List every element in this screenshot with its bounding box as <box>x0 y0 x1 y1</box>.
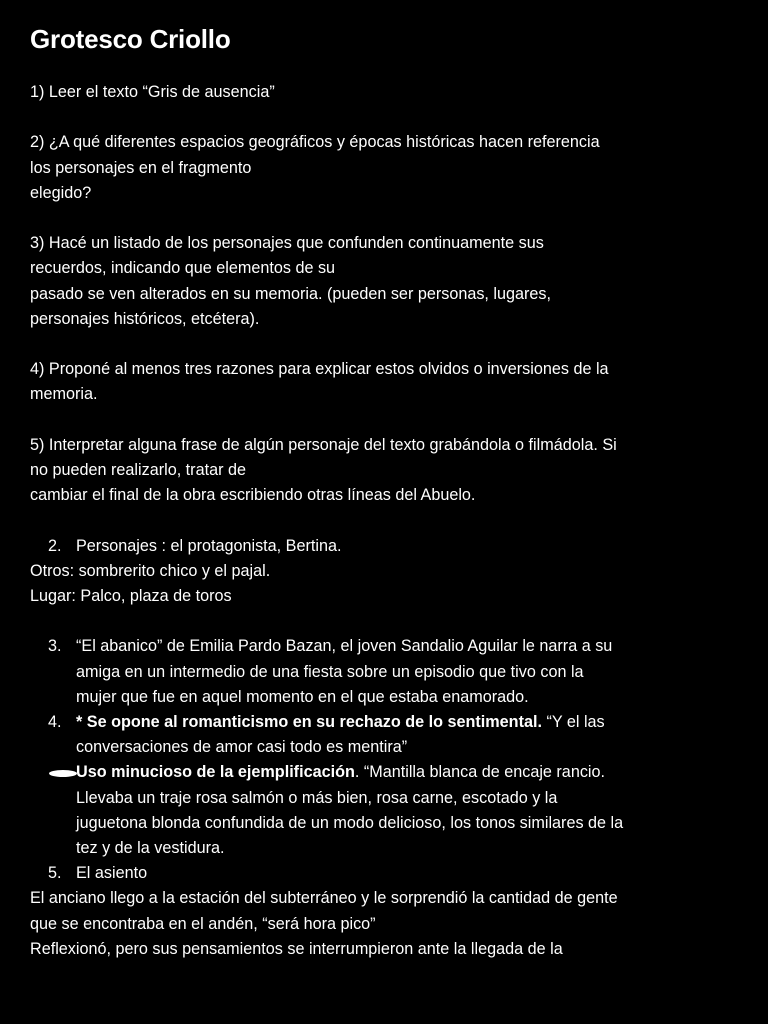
text-line: “El abanico” de Emilia Pardo Bazan, el joven Sandalio Aguilar le narra a su <box>76 637 613 656</box>
list-item-text: Personajes : el protagonista, Bertina. <box>76 536 342 555</box>
bold-phrase: * Se opone al romanticismo en su rechazo de lo sentimental. <box>76 712 542 731</box>
text-line: Reflexionó, pero sus pensamientos se interrumpieron ante la llegada de la <box>30 939 563 958</box>
text-line: no pueden realizarlo, tratar de <box>30 460 246 479</box>
text-line: recuerdos, indicando que elementos de su <box>30 259 336 278</box>
bold-phrase: Uso minucioso de la ejemplificación <box>76 763 355 782</box>
text-line: 5) Interpretar alguna frase de algún personaje del texto grabándola o filmádola. Si <box>30 435 617 454</box>
text-line: 4) Proponé al menos tres razones para explicar estos olvidos o inversiones de la <box>30 360 609 379</box>
list-item-text: El asiento <box>76 864 148 883</box>
text-span: . “Mantilla blanca de encaje rancio. <box>354 763 606 782</box>
answer-4-item <box>30 710 738 760</box>
text-line: amiga en un intermedio de una fiesta sobre un episodio que tivo con la <box>76 662 584 681</box>
list-number: 5. <box>48 864 62 883</box>
text-line: mujer que fue en aquel momento en el que estaba enamorado. <box>76 687 529 706</box>
text-line: 3) Hacé un listado de los personajes que confunden continuamente sus <box>30 234 544 253</box>
text-line: 1) Leer el texto “Gris de ausencia” <box>30 83 275 101</box>
question-5 <box>30 433 738 509</box>
question-3 <box>30 231 738 332</box>
text-line: El anciano llego a la estación del subterráneo y le sorprendió la cantidad de gente <box>30 889 618 908</box>
document-body <box>30 80 738 962</box>
bullet-dot-icon <box>49 770 77 777</box>
answer-3-item <box>30 634 738 710</box>
text-line: Llevaba un traje rosa salmón o más bien, rosa carne, escotado y la <box>76 788 558 807</box>
page-title: Grotesco Criollo <box>30 24 231 54</box>
list-number: 2. <box>48 536 62 555</box>
text-span: “Y el las <box>541 712 605 731</box>
text-line: memoria. <box>30 385 98 404</box>
text-line <box>76 710 738 735</box>
list-number: 4. <box>48 712 62 731</box>
text-line: juguetona blonda confundida de un modo delicioso, los tonos similares de la <box>76 813 624 832</box>
answer-2-item <box>30 534 738 559</box>
text-line: 2) ¿A qué diferentes espacios geográficos y épocas históricas hacen referencia <box>30 133 600 152</box>
list-number: 3. <box>48 637 62 656</box>
question-4 <box>30 357 738 407</box>
text-line: elegido? <box>30 183 92 202</box>
text-line: pasado se ven alterados en su memoria. (pueden ser personas, lugares, <box>30 284 552 303</box>
text-line: personajes históricos, etcétera). <box>30 309 260 328</box>
text-line: que se encontraba en el andén, “será hora pico” <box>30 914 376 933</box>
story-paragraph <box>30 886 738 962</box>
question-1 <box>30 80 738 105</box>
list-item-text <box>76 760 738 861</box>
list-item-text <box>76 634 738 710</box>
bullet-item <box>30 760 738 861</box>
answer-5-item <box>30 861 738 886</box>
answer-2-others: Otros: sombrerito chico y el pajal. <box>30 561 271 580</box>
list-item-text <box>76 710 738 760</box>
text-line: cambiar el final de la obra escribiendo otras líneas del Abuelo. <box>30 486 476 505</box>
text-line: los personajes en el fragmento <box>30 158 252 177</box>
text-line: conversaciones de amor casi todo es mentira” <box>76 738 408 757</box>
text-line <box>76 760 738 785</box>
text-line: tez y de la vestidura. <box>76 839 225 857</box>
answer-2-place: Lugar: Palco, plaza de toros <box>30 586 232 605</box>
question-2 <box>30 130 738 206</box>
